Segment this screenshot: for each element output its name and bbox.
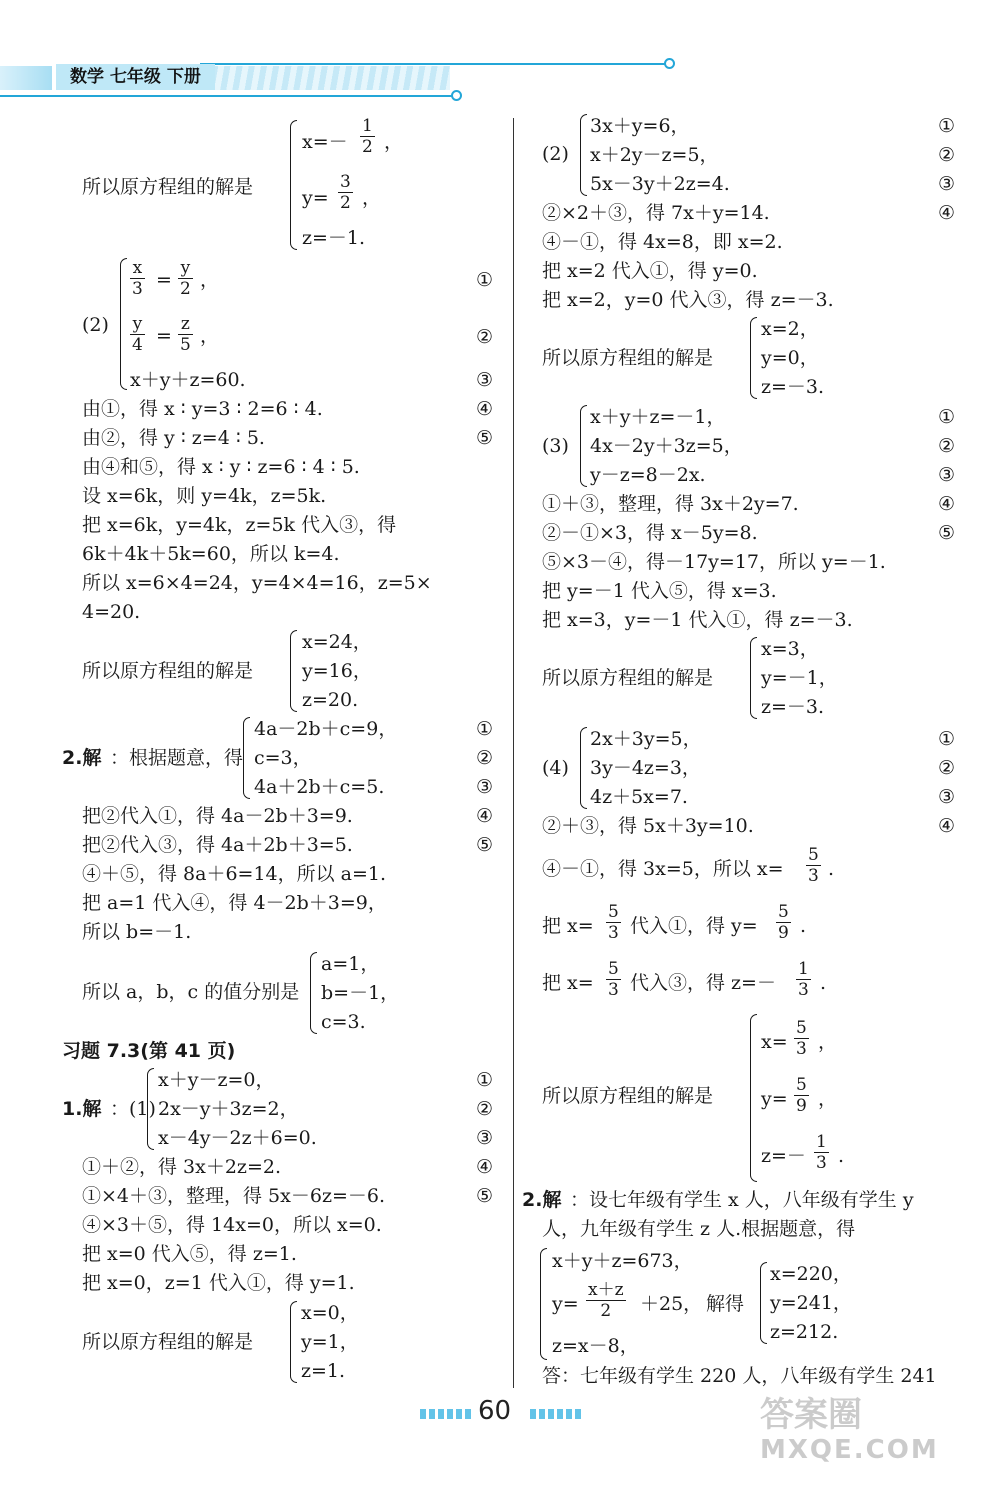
header-rule-bottom [0, 95, 455, 97]
step: ②＋③，得 5x＋3y=10. [542, 815, 754, 837]
punct: ， [200, 325, 220, 347]
circled-number: ① [938, 728, 956, 750]
step: 所以 b=－1. [82, 921, 192, 943]
watermark-top: 答案圈 [760, 1395, 862, 1435]
circled-number: ① [938, 406, 956, 428]
circled-number: ⑤ [476, 834, 494, 856]
solution-line: y=1， [301, 1331, 359, 1353]
solution-line: x=0， [301, 1302, 359, 1324]
step: 把②代入③，得 4a＋2b＋3=5. [82, 834, 353, 856]
fraction: $\frac{5}{3}$ [808, 845, 819, 886]
brace [243, 717, 250, 799]
answer-intro: 所以原方程组的解是 [542, 1085, 714, 1107]
punct: ， [818, 1088, 838, 1110]
step: 把 x=3，y=－1 代入①，得 z=－3. [542, 609, 853, 631]
fraction: $\frac{5}{3}$ [796, 1018, 807, 1059]
step: 所以 x=6×4=24，y=4×4=16，z=5× [82, 572, 432, 594]
equation: 4a－2b＋c=9， [254, 718, 398, 740]
equation: x＋y＋z=－1， [590, 406, 726, 428]
page-number: 60 [478, 1396, 512, 1426]
answer-intro: 所以 a，b，c 的值分别是 [82, 981, 300, 1003]
punct: . [828, 858, 835, 880]
header-rule-dot [451, 90, 462, 101]
equation: 3x＋y=6， [590, 115, 690, 137]
brace [580, 114, 587, 196]
step: ②－①×3，得 x－5y=8. [542, 522, 758, 544]
brace [750, 1014, 757, 1182]
brace [750, 637, 757, 719]
circled-number: ④ [476, 805, 494, 827]
step: ④－①，得 3x=5，所以 x= [542, 858, 784, 880]
fraction: $\frac{5}{3}$ [608, 959, 619, 1000]
circled-number: ③ [476, 1127, 494, 1149]
solution-line: y=16， [302, 660, 372, 682]
fraction: $\frac{y}{2}$ [180, 258, 191, 299]
brace [290, 120, 297, 250]
circled-number: ② [938, 144, 956, 166]
equation: 4a＋2b＋c=5. [254, 776, 385, 798]
punct: . [820, 972, 827, 994]
step: ②×2＋③，得 7x＋y=14. [542, 202, 770, 224]
punct: ， [384, 131, 404, 153]
fraction: $\frac{5}{9}$ [796, 1075, 807, 1116]
fraction: $\frac{5}{3}$ [608, 902, 619, 943]
circled-number: ① [476, 1069, 494, 1091]
step: 代入①，得 y= [630, 915, 758, 937]
question-head: 2.解 [522, 1189, 562, 1211]
header-rule-top [200, 63, 670, 65]
fraction: $\frac{5}{9}$ [778, 902, 789, 943]
brace [580, 405, 587, 487]
equation: x＋y＋z=673， [552, 1250, 693, 1272]
question-head: 1.解 [62, 1098, 102, 1120]
answer-text: 答：七年级有学生 220 人，八年级有学生 241 [542, 1365, 937, 1387]
circled-number: ③ [938, 786, 956, 808]
solution-line: y= [761, 1088, 788, 1110]
answer-intro: 所以原方程组的解是 [542, 667, 714, 689]
answer-intro: 所以原方程组的解是 [542, 347, 714, 369]
header-title: 数学 七年级 下册 [56, 64, 215, 90]
question-intro: ：根据题意，得 [110, 747, 244, 769]
equation: 4z＋5x=7. [590, 786, 688, 808]
solution-line: y=0， [761, 347, 819, 369]
solution-line: c=3. [321, 1011, 366, 1033]
step: ⑤×3－④，得－17y=17，所以 y=－1. [542, 551, 886, 573]
equation: 2x＋3y=5， [590, 728, 702, 750]
circled-number: ③ [938, 173, 956, 195]
solution-line: z=212. [770, 1321, 839, 1343]
punct: ， [200, 269, 220, 291]
fraction: $\frac{y}{4}$ [132, 314, 143, 355]
watermark-logo [760, 1395, 939, 1465]
circled-number: ③ [476, 369, 494, 391]
equation: x＋2y－z=5， [590, 144, 719, 166]
equation: y－z=8－2x. [590, 464, 706, 486]
part-label: (3) [542, 435, 569, 457]
step: 把②代入①，得 4a－2b＋3=9. [82, 805, 353, 827]
brace [540, 1248, 547, 1360]
step: 6k＋4k＋5k=60，所以 k=4. [82, 543, 340, 565]
step: ①＋③，整理，得 3x＋2y=7. [542, 493, 799, 515]
question-text: ：设七年级有学生 x 人，八年级有学生 y [570, 1189, 914, 1211]
fraction: $\frac{x+z}{2}$ [588, 1280, 624, 1321]
circled-number: ② [476, 326, 494, 348]
punct: . [838, 1145, 845, 1167]
step: ④－①，得 4x=8，即 x=2. [542, 231, 783, 253]
part-label: (2) [542, 143, 569, 165]
solution-line: y=－1， [761, 667, 838, 689]
step: 把 x=0 代入⑤，得 z=1. [82, 1243, 297, 1265]
circled-number: ⑤ [476, 427, 494, 449]
solution-line: z=－ [761, 1145, 806, 1167]
solution-line: x=220， [770, 1263, 852, 1285]
step: 把 x=6k，y=4k，z=5k 代入③，得 [82, 514, 397, 536]
equals: = [156, 269, 172, 291]
step: 把 x=2，y=0 代入③，得 z=－3. [542, 289, 834, 311]
step: 设 x=6k，则 y=4k，z=5k. [82, 485, 327, 507]
brace [580, 727, 587, 809]
equation: 5x－3y＋2z=4. [590, 173, 730, 195]
answer-intro: 所以原方程组的解是 [82, 1331, 254, 1353]
step: ④×3＋⑤，得 14x=0，所以 x=0. [82, 1214, 382, 1236]
punct: ， [362, 187, 382, 209]
circled-number: ① [476, 718, 494, 740]
brace [120, 258, 127, 390]
solution-line: z=－3. [761, 376, 825, 398]
equation: 3y－4z=3， [590, 757, 701, 779]
equation: x＋y＋z=60. [130, 369, 246, 391]
step: 把 x=2 代入①，得 y=0. [542, 260, 758, 282]
watermark-bottom: MXQE.COM [760, 1435, 939, 1465]
circled-number: ③ [938, 464, 956, 486]
fraction: $\frac{x}{3}$ [132, 258, 143, 299]
fraction: $\frac{1}{3}$ [816, 1132, 827, 1173]
punct: . [800, 915, 807, 937]
fraction: $\frac{3}{2}$ [340, 172, 351, 213]
solution-line: z=1. [301, 1360, 346, 1382]
circled-number: ② [476, 747, 494, 769]
footer-deco-left [420, 1409, 472, 1419]
circled-number: ② [938, 757, 956, 779]
circled-number: ④ [938, 815, 956, 837]
step: 由①，得 x ∶ y=3 ∶ 2=6 ∶ 4. [82, 398, 323, 420]
step: 把 x=0，z=1 代入①，得 y=1. [82, 1272, 355, 1294]
circled-number: ① [938, 115, 956, 137]
answer-intro: 所以原方程组的解是 [82, 660, 254, 682]
column-divider [513, 118, 514, 1388]
header-rule-dot [664, 58, 675, 69]
step: 把 y=－1 代入⑤，得 x=3. [542, 580, 777, 602]
brace [290, 630, 297, 712]
circled-number: ⑤ [476, 1185, 494, 1207]
equation: 2x－y＋3z=2， [158, 1098, 299, 1120]
circled-number: ⑤ [938, 522, 956, 544]
circled-number: ④ [938, 493, 956, 515]
question-head: 2.解 [62, 747, 102, 769]
brace [310, 952, 317, 1034]
solution-line: a=1， [321, 953, 380, 975]
solution-line: x= [761, 1031, 788, 1053]
solution-line: x=24， [302, 631, 372, 653]
step: 把 x= [542, 972, 594, 994]
solution-line: z=－3. [761, 696, 825, 718]
step: 由②，得 y ∶ z=4 ∶ 5. [82, 427, 265, 449]
fraction: $\frac{1}{2}$ [362, 116, 373, 157]
circled-number: ④ [476, 1156, 494, 1178]
brace [760, 1262, 767, 1344]
equation: z=x－8， [552, 1335, 639, 1357]
step: ①＋②，得 3x＋2z=2. [82, 1156, 281, 1178]
solution-line: y= [302, 187, 329, 209]
brace [290, 1301, 297, 1383]
equation: x－4y－2z＋6=0. [158, 1127, 317, 1149]
solution-line: y=241， [770, 1292, 852, 1314]
part-label: (2) [82, 314, 109, 336]
solution-line: x=－ [302, 131, 348, 153]
solution-line: z=－1. [302, 227, 366, 249]
header-band-left [0, 66, 52, 90]
solution-line: x=3， [761, 638, 819, 660]
circled-number: ② [938, 435, 956, 457]
equation: y= [552, 1293, 579, 1315]
circled-number: ④ [938, 202, 956, 224]
equation: 4x－2y＋3z=5， [590, 435, 743, 457]
circled-number: ③ [476, 776, 494, 798]
equals: = [156, 325, 172, 347]
solve-label: 解得 [706, 1293, 745, 1315]
step: 4=20. [82, 601, 141, 623]
part-label: (4) [542, 757, 569, 779]
solution-line: b=－1， [321, 982, 400, 1004]
equation: ＋25， [640, 1293, 703, 1315]
fraction: $\frac{1}{3}$ [798, 959, 809, 1000]
header-stripe [200, 66, 450, 90]
step: 由④和⑤，得 x ∶ y ∶ z=6 ∶ 4 ∶ 5. [82, 456, 360, 478]
footer-deco-right [530, 1409, 582, 1419]
part-label: ：(1) [110, 1098, 156, 1120]
brace [147, 1068, 154, 1150]
circled-number: ② [476, 1098, 494, 1120]
equation: c=3， [254, 747, 312, 769]
step: 代入③，得 z=－ [630, 972, 776, 994]
step: 把 a=1 代入④，得 4－2b＋3=9， [82, 892, 387, 914]
solution-line: z=20. [302, 689, 359, 711]
fraction: $\frac{z}{5}$ [180, 314, 191, 355]
answer-intro: 所以原方程组的解是 [82, 176, 254, 198]
circled-number: ① [476, 269, 494, 291]
section-title: 习题 7.3(第 41 页) [62, 1040, 236, 1062]
step: ①×4＋③，整理，得 5x－6z=－6. [82, 1185, 385, 1207]
question-text: 人，九年级有学生 z 人.根据题意，得 [542, 1218, 856, 1240]
brace [750, 317, 757, 399]
punct: ， [818, 1031, 838, 1053]
step: ④＋⑤，得 8a＋6=14，所以 a=1. [82, 863, 387, 885]
solution-line: x=2， [761, 318, 819, 340]
equation: x＋y－z=0， [158, 1069, 275, 1091]
step: 把 x= [542, 915, 594, 937]
circled-number: ④ [476, 398, 494, 420]
